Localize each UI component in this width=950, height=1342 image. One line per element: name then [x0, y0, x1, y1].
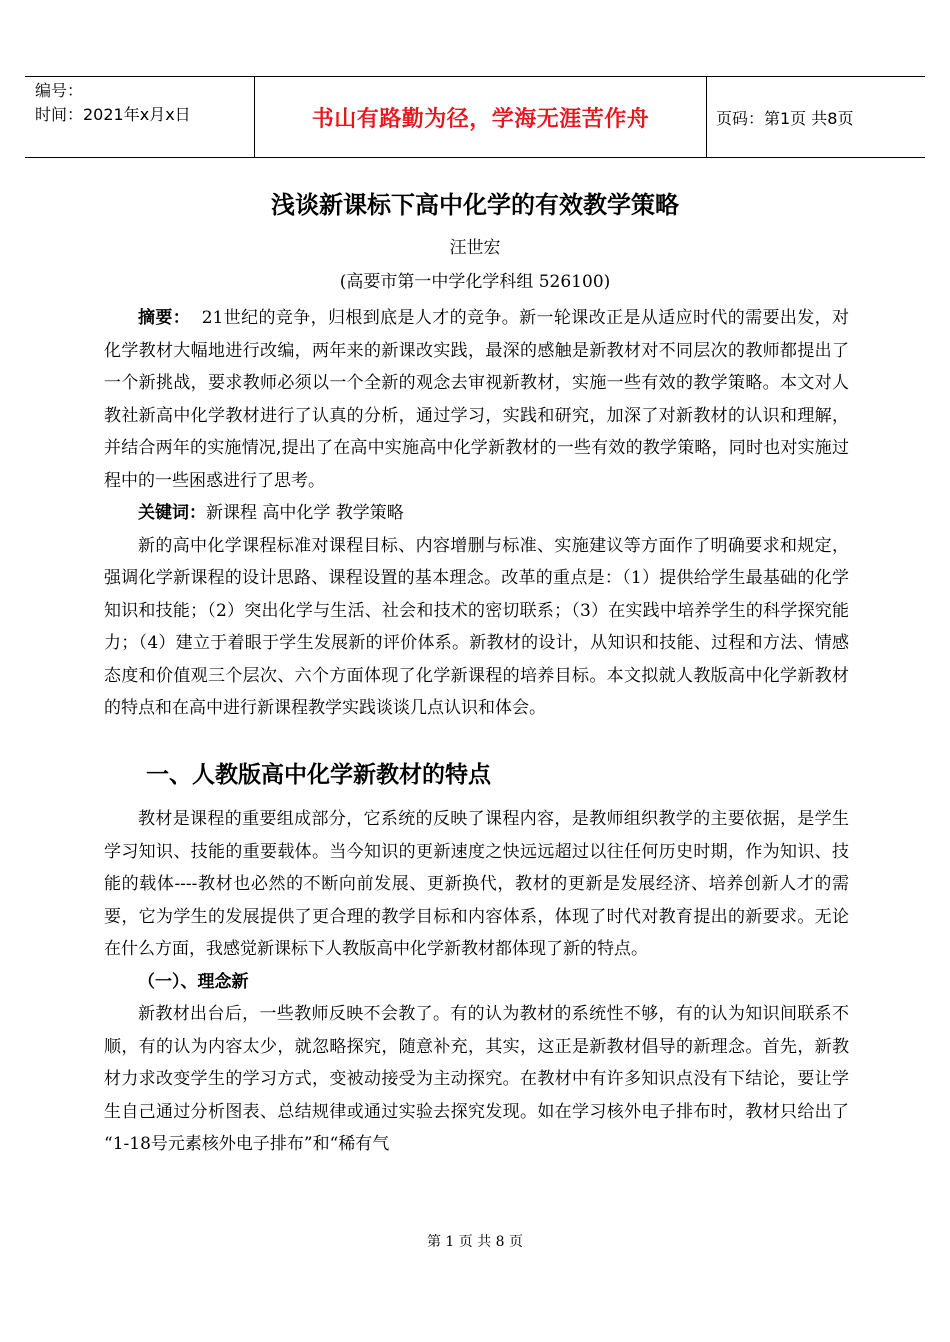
keywords-label: 关键词： [138, 503, 206, 523]
abstract-block [104, 302, 849, 725]
section-heading: 一、人教版高中化学新教材的特点 [146, 762, 491, 788]
section1-block [104, 803, 849, 1161]
article-title: 浅谈新课标下高中化学的有效教学策略 [271, 191, 679, 219]
header-page-cell [706, 77, 925, 157]
intro-paragraph: 新的高中化学课程标准对课程目标、内容增删与标准、实施建议等方面作了明确要求和规定，强调化学新课程的设计思路、课程设置的基本理念。改革的重点是：（1）提供给学生最基础的化学知识和技能；（2）突出化学与生活、社会和技术的密切联系；（3）在实践中培养学生的科学探究能力；（4）建立于着眼于学生发展新的评价体系。新教材的设计，从知识和技能、过程和方法、情感态度和价值观三个层次、六个方面体现了化学新课程的培养目标。本文拟就人教版高中化学新教材的特点和在高中进行新课程教学实践谈谈几点认识和体会。 [104, 535, 849, 718]
article-affiliation: (高要市第一中学化学科组 526100) [339, 272, 611, 292]
page-footer: 第 1 页 共 8 页 [426, 1234, 524, 1250]
page-code: 页码：第1页 共8页 [716, 108, 854, 128]
article-author: 汪世宏 [449, 238, 501, 258]
number-label: 编号： [35, 81, 84, 100]
subsection-heading: （一）、理念新 [138, 971, 249, 992]
keywords-text: 新课程 高中化学 教学策略 [206, 503, 404, 523]
keywords-paragraph [104, 497, 849, 530]
subsection1-paragraph: 新教材出台后，一些教师反映不会教了。有的认为教材的系统性不够，有的认为知识间联系不顺，有的认为内容太少，就忽略探究，随意补充，其实，这正是新教材倡导的新理念。首先，新教材力求改变学生的学习方式，变被动接受为主动探究。在教材中有许多知识点没有下结论，要让学生自己通过分析图表、总结规律或通过实验去探究发现。如在学习核外电子排布时，教材只给出了 “1-18号元素核外电子排布”和“稀有气 [104, 1004, 849, 1154]
header-left-cell [25, 77, 254, 157]
header-motto-cell [254, 77, 707, 157]
motto-text: 书山有路勤为径，学海无涯苦作舟 [311, 106, 650, 132]
section1-paragraph: 教材是课程的重要组成部分，它系统的反映了课程内容，是教师组织教学的主要依据，是学生学习知识、技能的重要载体。当今知识的更新速度之快远远超过以往任何历史时期，作为知识、技能的载体----教材也必然的不断向前发展、更新换代，教材的更新是发展经济、培养创新人才的需要，它为学生的发展提供了更合理的教学目标和内容体系，体现了时代对教育提出的新要求。无论在什么方面，我感觉新课标下人教版高中化学新教材都体现了新的特点。 [104, 809, 849, 959]
abstract-paragraph [104, 302, 849, 497]
time-label: 时间：2021年x月x日 [35, 105, 191, 124]
header-table [25, 76, 925, 158]
abstract-text: 21世纪的竞争，归根到底是人才的竞争。新一轮课改正是从适应时代的需要出发，对化学教材大幅地进行改编，两年来的新课改实践，最深的感触是新教材对不同层次的教师都提出了一个新挑战，要求教师必须以一个全新的观念去审视新教材，实施一些有效的教学策略。本文对人教社新高中化学教材进行了认真的分析，通过学习，实践和研究，加深了对新教材的认识和理解，并结合两年的实施情况,提出了在高中实施高中化学新教材的一些有效的教学策略，同时也对实施过程中的一些困惑进行了思考。 [104, 308, 849, 491]
abstract-label: 摘要： [138, 308, 191, 328]
